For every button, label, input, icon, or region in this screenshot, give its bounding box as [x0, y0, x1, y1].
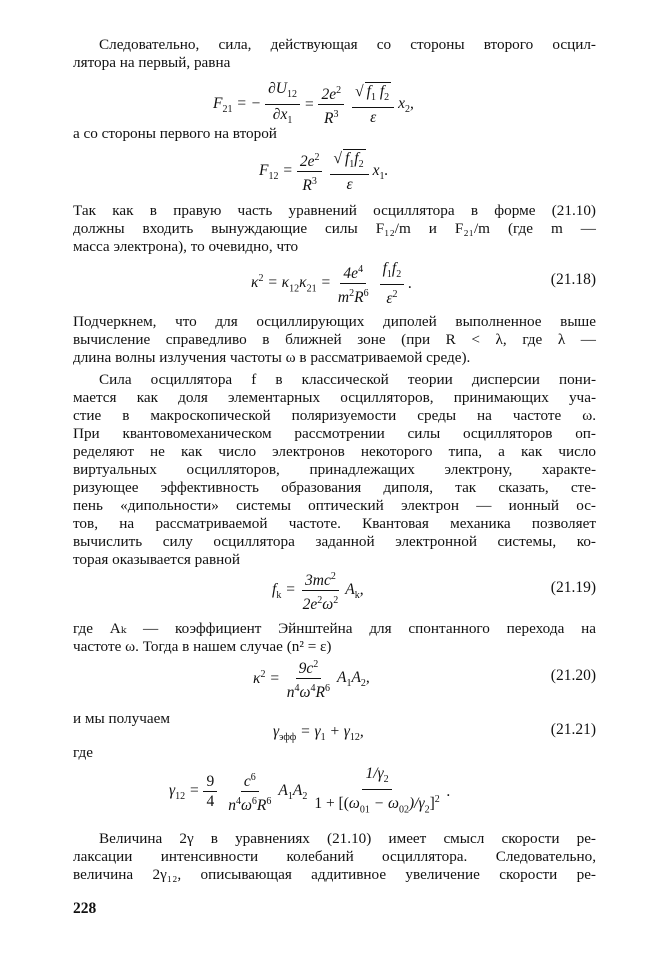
equation-f21: $F_{21}$ = − $\frac{\partial U_{12}}{\partial x_1}$ = $\frac{2e^2}{R^3}$ $\frac{√ f_1 f_2}{\varepsilon}$ $x_2$,: [213, 80, 414, 128]
text-line: ределяют не как число электронов некоторого типа, а как число: [73, 443, 596, 460]
equation-kappa: $\kappa^2 = \kappa_{12}\kappa_{21}$ = $\frac{4e^4}{m^2R^6}$ $\frac{f_1f_2}{\varepsilon^2}$ .: [251, 260, 413, 308]
text-line: вычислить силу осциллятора заданной электронной системы, ко-: [73, 533, 596, 550]
text-line: мается как доля элементарных осцилляторов, принимающих уча-: [73, 389, 596, 406]
text-line: и мы получаем: [73, 710, 170, 727]
text-line: ризующее эффективность образования диполя, так сказать, сте-: [73, 479, 596, 496]
equation-number: (21.21): [550, 721, 596, 738]
text-line: торая оказывается равной: [73, 551, 240, 568]
text-line: где Aₖ — коэффициент Эйнштейна для спонтанного перехода на: [73, 620, 596, 637]
text-line: Так как в правую часть уравнений осциллятора в форме (21.10): [73, 202, 596, 219]
text-line: лятора на первый, равна: [73, 54, 231, 71]
text-line: должны входить вынуждающие силы F₁₂/m и F₂₁/m (где m —: [73, 220, 596, 237]
text-line: При квантовомеханическом рассмотрении силы осцилляторов оп-: [73, 425, 596, 442]
text-line: Подчеркнем, что для осциллирующих диполей выполненное выше: [73, 313, 596, 330]
text-line: величина 2γ₁₂, описывающая аддитивное увеличение скорости ре-: [73, 866, 596, 883]
equation-number: (21.18): [550, 271, 596, 288]
text-line: масса электрона), то очевидно, что: [73, 238, 299, 255]
equation-kappa2: $\kappa^2$ = $\frac{9c^2}{n^4\omega^4R^6}$ $A_1A_2$,: [253, 656, 370, 701]
equation-gamma12: $\gamma_{12}$ = $\frac{9}{4}$ $\frac{c^6}{n^4\omega^6R^6}$ $A_1A_2$ $\frac{1/\gamma_2}{1 + [(\omega_{01} - \omega_{02})/\gamma_2]^2}$ .: [169, 765, 451, 816]
text-line: длина волны излучения частоты ω в рассматриваемой среде).: [73, 349, 471, 366]
equation-f12: $F_{12}$ = $\frac{2e^2}{R^3}$ $\frac{√ f_1f_2}{\varepsilon}$ $x_1$.: [259, 150, 389, 195]
text-line: а со стороны первого на второй: [73, 125, 277, 142]
text-line: стие в макроскопической поляризуемости среды на частоте ω.: [73, 407, 596, 424]
page-number: 228: [73, 900, 97, 917]
equation-fk: $f_k$ = $\frac{3mc^2}{2e^2\omega^2}$ $A_k$,: [272, 568, 364, 613]
text-line: Следовательно, сила, действующая со стороны второго осцил-: [99, 36, 596, 53]
equation-number: (21.19): [550, 579, 596, 596]
text-line: где: [73, 744, 93, 761]
text-line: виртуальных осцилляторов, принадлежащих электрону, характе-: [73, 461, 596, 478]
text-line: пень «дипольности» системы оптический электрон — ионный ос-: [73, 497, 596, 514]
equation-gamma-eff: $\gamma_{эфф} = \gamma_1 + \gamma_{12}$,: [273, 723, 364, 744]
text-line: лаксации интенсивности колебаний осциллятора. Следовательно,: [73, 848, 596, 865]
text-line: тов, на рассматриваемой частоте. Квантовая механика позволяет: [73, 515, 596, 532]
text-line: частоте ω. Тогда в нашем случае (n² = ε): [73, 638, 332, 655]
text-line: Сила осциллятора f в классической теории дисперсии пони-: [99, 371, 596, 388]
text-line: вычисление справедливо в ближней зоне (при R < λ, где λ —: [73, 331, 596, 348]
equation-number: (21.20): [550, 667, 596, 684]
text-line: Величина 2γ в уравнениях (21.10) имеет смысл скорости ре-: [99, 830, 596, 847]
